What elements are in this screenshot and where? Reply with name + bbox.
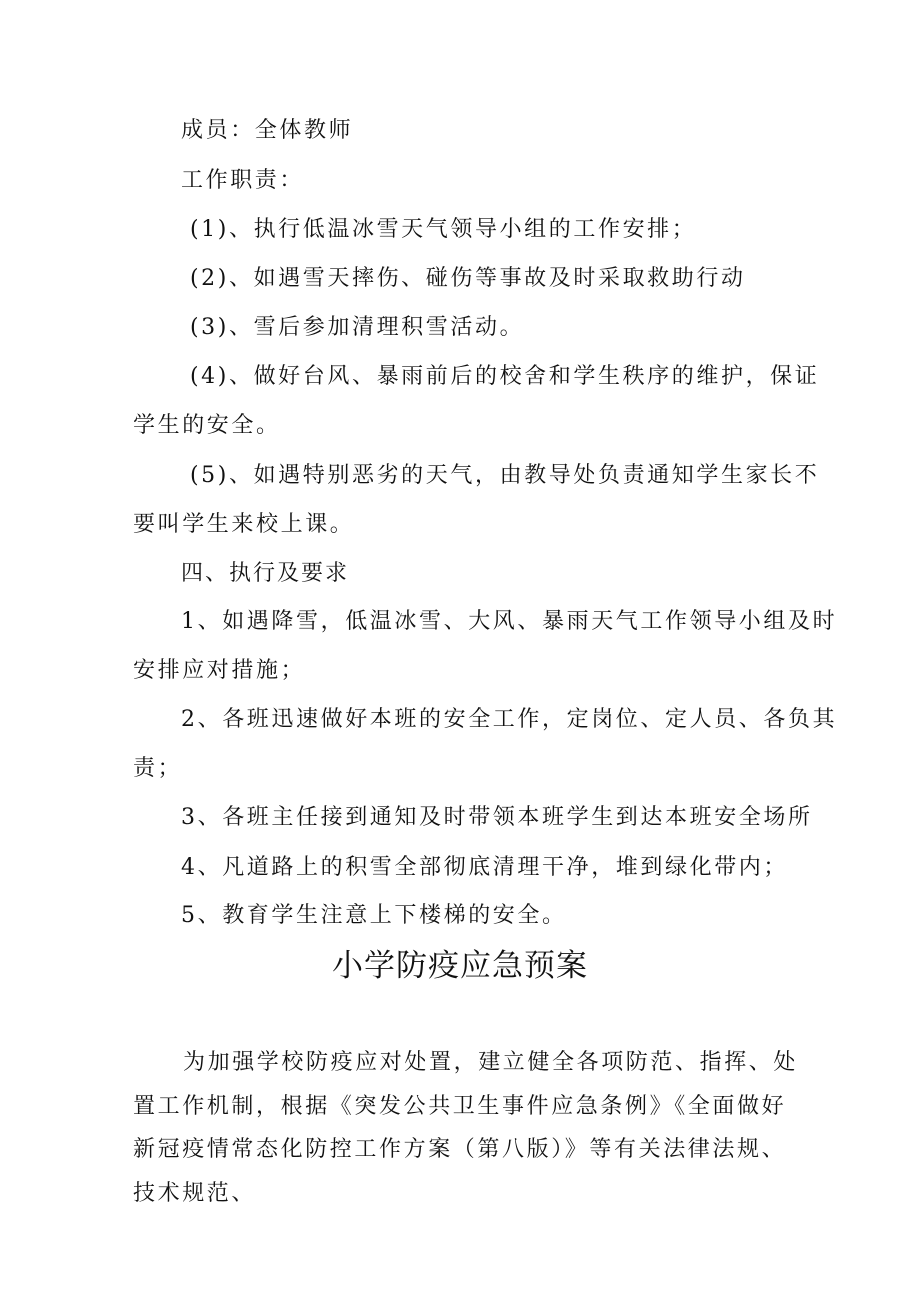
requirement-item-3: 3、各班主任接到通知及时带领本班学生到达本班安全场所 (181, 805, 813, 830)
duties-label: 工作职责： (181, 168, 305, 193)
duty-item-1: (1)、执行低温冰雪天气领导小组的工作安排； (190, 217, 697, 242)
duty-item-5-line-1: (5)、如遇特别恶劣的天气，由教导处负责通知学生家长不 (190, 463, 820, 488)
requirement-item-5: 5、教育学生注意上下楼梯的安全。 (181, 903, 567, 928)
members-line: 成员：全体教师 (181, 118, 354, 143)
duty-item-3: (3)、雪后参加清理积雪活动。 (190, 315, 525, 340)
section-heading-execution: 四、执行及要求 (181, 561, 350, 586)
duty-item-5-line-2: 要叫学生来校上课。 (133, 512, 355, 537)
requirement-item-4: 4、凡道路上的积雪全部彻底清理干净，堆到绿化带内； (181, 855, 788, 880)
intro-paragraph: 为加强学校防疫应对处置，建立健全各项防范、指挥、处置工作机制，根据《突发公共卫生事件应急条例》《全面做好新冠疫情常态化防控工作方案（第八版）》等有关法律法规、技术规范、 (133, 1050, 799, 1206)
duty-item-2: (2)、如遇雪天摔伤、碰伤等事故及时采取救助行动 (190, 266, 746, 291)
requirement-item-2-line-1: 2、各班迅速做好本班的安全工作，定岗位、定人员、各负其 (181, 707, 838, 732)
requirement-item-1-line-2: 安排应对措施； (133, 658, 306, 683)
document-title: 小学防疫应急预案 (332, 948, 588, 984)
duty-item-4-line-1: (4)、做好台风、暴雨前后的校舍和学生秩序的维护，保证 (190, 364, 820, 389)
requirement-item-2-line-2: 责； (133, 756, 183, 781)
requirement-item-1-line-1: 1、如遇降雪，低温冰雪、大风、暴雨天气工作领导小组及时 (181, 609, 838, 634)
duty-item-4-line-2: 学生的安全。 (133, 413, 281, 438)
